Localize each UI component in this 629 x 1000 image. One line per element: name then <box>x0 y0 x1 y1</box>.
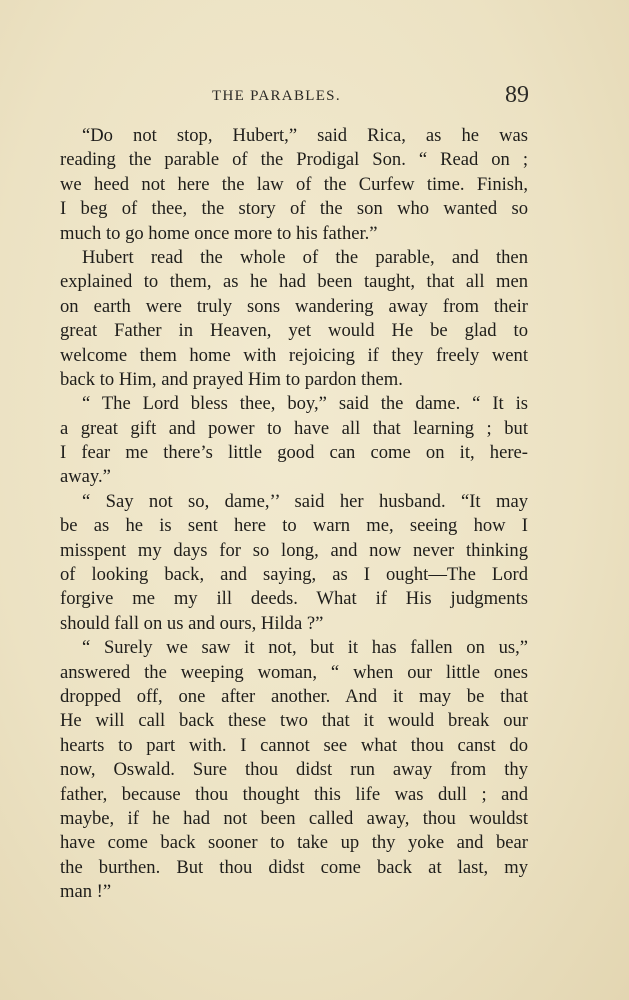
text-line: I beg of thee, the story of the son who wanted so <box>60 198 528 220</box>
text-line: the burthen. But thou didst come back at last, my <box>60 856 528 878</box>
text-line: explained to them, as he had been taught, that all men <box>60 271 528 293</box>
text-line: man !” <box>60 881 112 903</box>
text-line: forgive me my ill deeds. What if His judgments <box>60 588 528 610</box>
text-line: “ Surely we saw it not, but it has fallen on us,” <box>82 637 528 659</box>
text-line: have come back sooner to take up thy yoke and bear <box>60 832 528 854</box>
text-line: be as he is sent here to warn me, seeing how I <box>60 515 528 537</box>
running-title: THE PARABLES. <box>212 88 341 104</box>
text-line: a great gift and power to have all that learning ; but <box>60 417 528 439</box>
text-line: He will call back these two that it would break our <box>60 710 528 732</box>
text-line: hearts to part with. I cannot see what thou canst do <box>60 734 528 756</box>
text-line: now, Oswald. Sure thou didst run away from thy <box>60 759 528 781</box>
text-line: maybe, if he had not been called away, thou wouldst <box>60 807 528 829</box>
text-line: dropped off, one after another. And it may be that <box>60 685 528 707</box>
text-line: great Father in Heaven, yet would He be glad to <box>60 320 528 342</box>
body-text <box>60 124 528 905</box>
text-line: welcome them home with rejoicing if they freely went <box>60 344 528 366</box>
text-line: “ The Lord bless thee, boy,” said the dame. “ It is <box>82 393 528 415</box>
text-line: “Do not stop, Hubert,” said Rica, as he was <box>82 125 528 146</box>
page-header <box>60 84 529 112</box>
text-line: much to go home once more to his father.” <box>60 222 378 244</box>
text-line: back to Him, and prayed Him to pardon them. <box>60 368 403 390</box>
text-line: reading the parable of the Prodigal Son. “ Read on ; <box>60 149 528 171</box>
text-line: I fear me there’s little good can come on it, here- <box>60 442 528 464</box>
text-line: away.” <box>60 466 111 488</box>
text-line: on earth were truly sons wandering away from their <box>60 295 528 317</box>
text-line: we heed not here the law of the Curfew time. Finish, <box>60 173 528 195</box>
text-line: misspent my days for so long, and now never thinking <box>60 539 528 561</box>
text-line: “ Say not so, dame,’’ said her husband. “It may <box>82 490 528 512</box>
text-line: Hubert read the whole of the parable, and then <box>82 246 528 268</box>
text-line: should fall on us and ours, Hilda ?” <box>60 612 324 634</box>
page-number: 89 <box>505 82 529 108</box>
text-line: answered the weeping woman, “ when our little ones <box>60 661 528 683</box>
text-line: father, because thou thought this life was dull ; and <box>60 783 528 805</box>
text-line: of looking back, and saying, as I ought—The Lord <box>60 564 528 586</box>
